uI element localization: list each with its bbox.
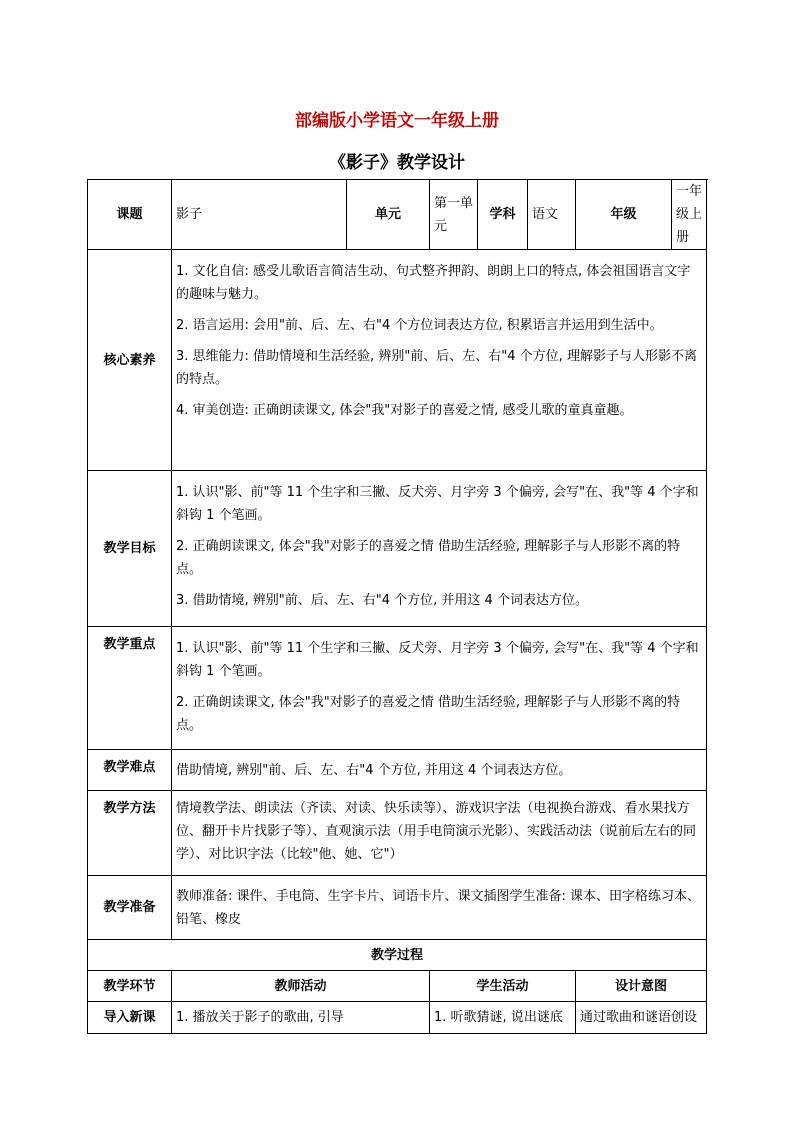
process-row	[88, 1002, 707, 1034]
goals-content	[172, 471, 707, 627]
unit-value: 第一单元	[430, 180, 478, 250]
goals-item: 1. 认识"影、前"等 11 个生字和三撇、反犬旁、月字旁 3 个偏旁, 会写"在、我"等 4 个字和斜钩 1 个笔画。	[176, 485, 699, 523]
focus-label: 教学重点	[88, 627, 172, 750]
literacy-item: 2. 语言运用: 会用"前、后、左、右"4 个方位词表达方位, 积累语言并运用到生活中。	[176, 318, 663, 333]
process-title: 教学过程	[88, 940, 707, 971]
process-header-row	[88, 971, 707, 1002]
goals-item: 3. 借助情境, 辨别"前、后、左、右"4 个方位, 并用这 4 个词表达方位。	[176, 593, 588, 608]
methods-label: 教学方法	[88, 791, 172, 876]
process-header-stage: 教学环节	[88, 971, 172, 1002]
info-row	[88, 180, 707, 250]
literacy-item: 1. 文化自信: 感受儿歌语言简洁生动、句式整齐押韵、朗朗上口的特点, 体会祖国语言文字的趣味与魅力。	[176, 264, 691, 302]
grade-label: 年级	[576, 180, 672, 250]
literacy-item: 3. 思维能力: 借助情境和生活经验, 辨别"前、后、左、右"4 个方位, 理解影子与人形影不离的特点。	[176, 349, 697, 387]
goals-row	[88, 471, 707, 627]
lesson-plan-table	[87, 179, 707, 1034]
process-header-intent: 设计意图	[576, 971, 707, 1002]
goals-label: 教学目标	[88, 471, 172, 627]
focus-row	[88, 627, 707, 750]
literacy-item: 4. 审美创造: 正确朗读课文, 体会"我"对影子的喜爱之情, 感受儿歌的童真童趣。	[176, 403, 633, 418]
process-student: 1. 听歌猜谜, 说出谜底	[430, 1002, 576, 1034]
unit-label: 单元	[347, 180, 430, 250]
methods-row	[88, 791, 707, 876]
prep-label: 教学准备	[88, 876, 172, 940]
difficulty-text: 借助情境, 辨别"前、后、左、右"4 个方位, 并用这 4 个词表达方位。	[172, 750, 707, 791]
process-teacher: 1. 播放关于影子的歌曲, 引导	[172, 1002, 430, 1034]
document-title: 部编版小学语文一年级上册	[295, 111, 499, 131]
topic-label: 课题	[88, 180, 172, 250]
prep-row	[88, 876, 707, 940]
focus-item: 2. 正确朗读课文, 体会"我"对影子的喜爱之情 借助生活经验, 理解影子与人形影不离的特点。	[176, 695, 681, 733]
focus-content	[172, 627, 707, 750]
document-subtitle: 《影子》教学设计	[329, 153, 465, 173]
topic-value: 影子	[172, 180, 347, 250]
process-header-teacher: 教师活动	[172, 971, 430, 1002]
literacy-label: 核心素养	[88, 250, 172, 471]
process-intent: 通过歌曲和谜语创设	[576, 1002, 707, 1034]
methods-text: 情境教学法、朗读法（齐读、对读、快乐读等）、游戏识字法（电视换台游戏、看水果找方位、翻开卡片找影子等）、直观演示法（用手电筒演示光影）、实践活动法（说前后左右的同学）、对比识字法（比较"他、她、它"）	[172, 791, 707, 876]
process-stage: 导入新课	[88, 1002, 172, 1034]
difficulty-label: 教学难点	[88, 750, 172, 791]
difficulty-row	[88, 750, 707, 791]
goals-item: 2. 正确朗读课文, 体会"我"对影子的喜爱之情 借助生活经验, 理解影子与人形影不离的特点。	[176, 539, 681, 577]
prep-text: 教师准备: 课件、手电筒、生字卡片、词语卡片、课文插图学生准备: 课本、田字格练习本、铅笔、橡皮	[172, 876, 707, 940]
subject-value: 语文	[528, 180, 576, 250]
literacy-content	[172, 250, 707, 471]
focus-item: 1. 认识"影、前"等 11 个生字和三撇、反犬旁、月字旁 3 个偏旁, 会写"在、我"等 4 个字和斜钩 1 个笔画。	[176, 641, 699, 679]
process-header-student: 学生活动	[430, 971, 576, 1002]
process-title-row	[88, 940, 707, 971]
literacy-row	[88, 250, 707, 471]
grade-value: 一年级上册	[672, 180, 707, 250]
subject-label: 学科	[478, 180, 528, 250]
